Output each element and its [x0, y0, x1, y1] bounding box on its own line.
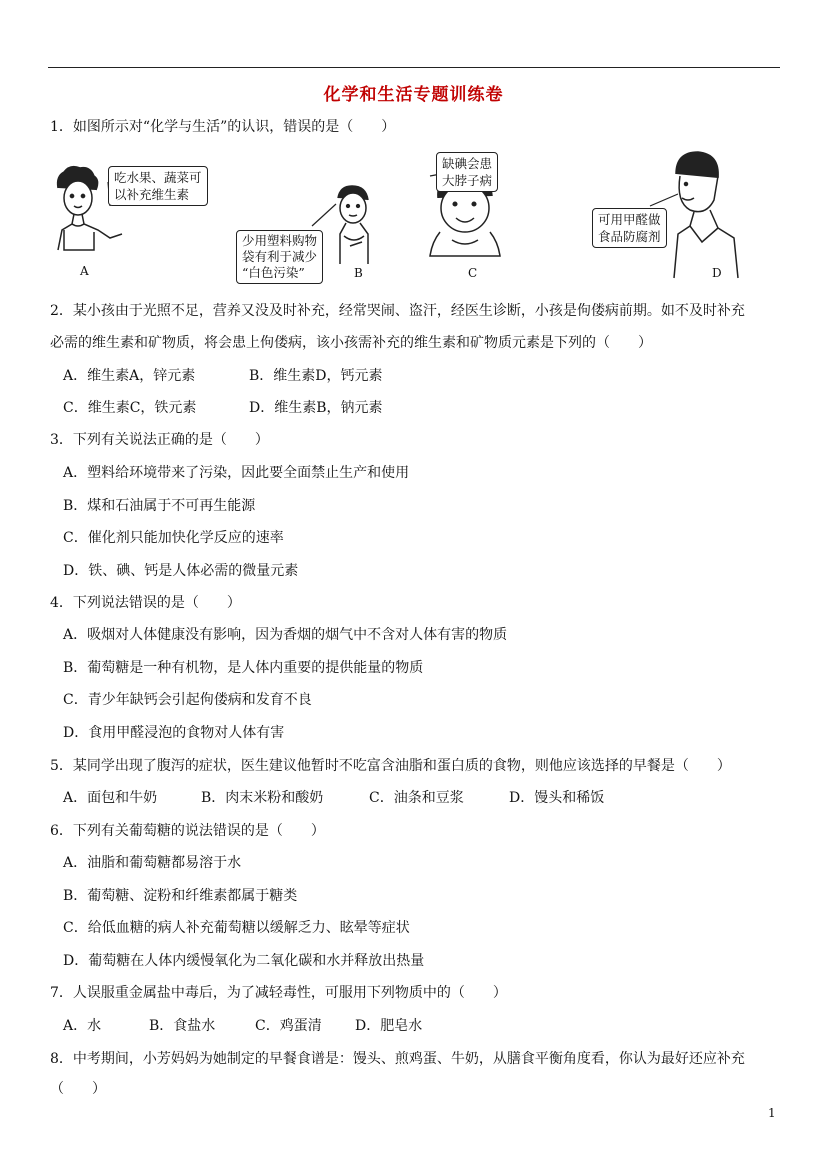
question-3-option-b: B．煤和石油属于不可再生能源: [63, 498, 256, 514]
question-4-option-a: A．吸烟对人体健康没有影响，因为香烟的烟气中不含对人体有害的物质: [63, 627, 508, 643]
label-a: A: [80, 264, 89, 278]
question-2-stem-line-2: 必需的维生素和矿物质，将会患上佝偻病，该小孩需补充的维生素和矿物质元素是下列的（ ）: [50, 335, 652, 351]
question-4-option-b: B．葡萄糖是一种有机物，是人体内重要的提供能量的物质: [63, 660, 424, 676]
question-2-option-b: B．维生素D，钙元素: [249, 368, 383, 384]
question-7-option-c: C．鸡蛋清: [255, 1018, 322, 1034]
question-2-option-a: A．维生素A，锌元素: [63, 368, 196, 384]
question-3-stem: 3．下列有关说法正确的是（ ）: [50, 432, 269, 448]
bubble-c-line-1: 缺碘会患: [442, 156, 493, 171]
person-b-illustration: [338, 186, 368, 264]
label-c: C: [468, 266, 478, 280]
question-5-stem: 5．某同学出现了腹泻的症状，医生建议他暂时不吃富含油脂和蛋白质的食物，则他应该选择的早餐是（ ）: [50, 758, 731, 774]
question-6-option-c: C．给低血糖的病人补充葡萄糖以缓解乏力、眩晕等症状: [63, 920, 410, 936]
bubble-d: [592, 208, 667, 248]
bubble-a-line-2: 以补充维生素: [114, 187, 190, 202]
question-7-option-d: D．肥皂水: [355, 1018, 423, 1034]
question-7-stem: 7．人误服重金属盐中毒后，为了减轻毒性，可服用下列物质中的（ ）: [50, 985, 507, 1001]
question-2-option-c: C．维生素C，铁元素: [63, 400, 197, 416]
question-8-stem-line-2: （ ）: [50, 1081, 106, 1097]
question-6-option-b: B．葡萄糖、淀粉和纤维素都属于糖类: [63, 888, 298, 904]
question-3-option-c: C．催化剂只能加快化学反应的速率: [63, 530, 284, 546]
question-3-option-d: D．铁、碘、钙是人体必需的微量元素: [63, 563, 299, 579]
question-8-stem-line-1: 8．中考期间，小芳妈妈为她制定的早餐食谱是：馒头、煎鸡蛋、牛奶，从膳食平衡角度看，你认为最好还应补充: [50, 1051, 745, 1067]
bubble-b-line-3: “白色污染”: [242, 265, 305, 280]
question-4-option-d: D．食用甲醛浸泡的食物对人体有害: [63, 725, 285, 741]
bubble-d-line-2: 食品防腐剂: [598, 229, 661, 244]
question-5-option-c: C．油条和豆浆: [369, 790, 464, 806]
question-3-option-a: A．塑料给环境带来了污染，因此要全面禁止生产和使用: [63, 465, 410, 481]
bubble-b-line-2: 袋有利于减少: [242, 249, 318, 264]
question-5-option-d: D．馒头和稀饭: [509, 790, 605, 806]
header-rule: [48, 67, 780, 68]
bubble-a: [108, 166, 208, 206]
question-4-stem: 4．下列说法错误的是（ ）: [50, 595, 241, 611]
question-6-option-a: A．油脂和葡萄糖都易溶于水: [63, 855, 242, 871]
question-6-option-d: D．葡萄糖在人体内缓慢氧化为二氧化碳和水并释放出热量: [63, 953, 425, 969]
bubble-c-line-2: 大脖子病: [442, 173, 493, 188]
label-d: D: [712, 266, 722, 280]
question-1-stem: 1．如图所示对“化学与生活”的认识，错误的是（ ）: [50, 119, 396, 135]
page-title: 化学和生活专题训练卷: [323, 85, 504, 105]
bubble-c: [436, 152, 498, 192]
question-5-option-a: A．面包和牛奶: [63, 790, 158, 806]
bubble-b: [236, 230, 323, 284]
question-4-option-c: C．青少年缺钙会引起佝偻病和发育不良: [63, 692, 312, 708]
bubble-a-line-1: 吃水果、蔬菜可: [114, 170, 202, 185]
label-b: B: [354, 266, 363, 280]
question-2-option-d: D．维生素B，钠元素: [249, 400, 383, 416]
question-7-option-a: A．水: [63, 1018, 102, 1034]
person-d-illustration: [674, 152, 738, 278]
question-5-option-b: B．肉末米粉和酸奶: [201, 790, 324, 806]
question-7-option-b: B．食盐水: [149, 1018, 216, 1034]
page-number: 1: [768, 1106, 776, 1120]
bubble-d-line-1: 可用甲醛做: [598, 212, 661, 227]
question-1-figure: [50, 146, 750, 286]
question-6-stem: 6．下列有关葡萄糖的说法错误的是（ ）: [50, 823, 325, 839]
question-2-stem-line-1: 2．某小孩由于光照不足，营养又没及时补充，经常哭闹、盗汗，经医生诊断，小孩是佝偻病前期。如不及时补充: [50, 303, 745, 319]
bubble-b-line-1: 少用塑料购物: [242, 233, 318, 248]
